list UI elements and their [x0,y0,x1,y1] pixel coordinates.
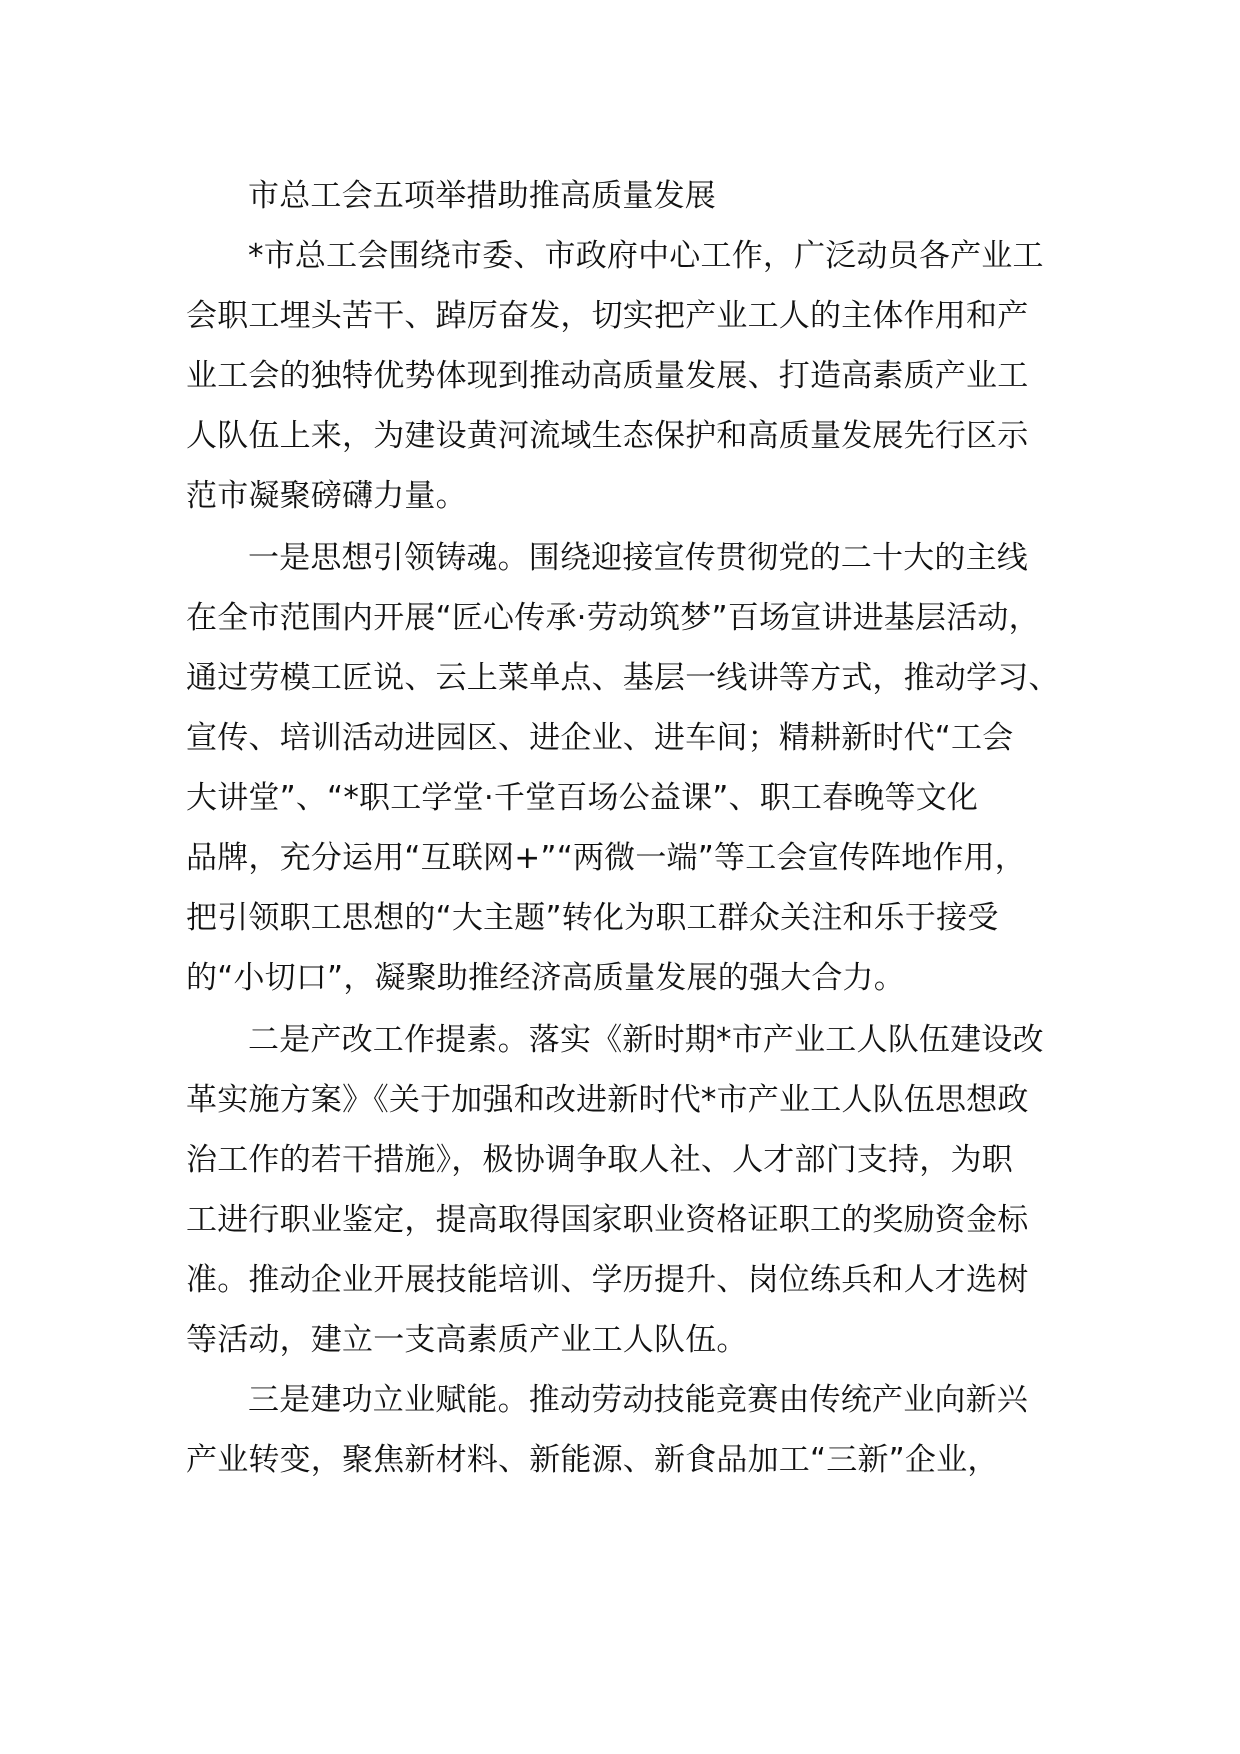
paragraph-line: 准。推动企业开展技能培训、学历提升、岗位练兵和人才选树 [186,1262,1029,1298]
paragraph-line: 通过劳模工匠说、云上菜单点、基层一线讲等方式，推动学习、 [186,660,1060,696]
paragraph-line: 治工作的若干措施》，极协调争取人社、人才部门支持，为职 [186,1142,1013,1178]
paragraph-line: 二是产改工作提素。落实《新时期*市产业工人队伍建设改 [248,1022,1044,1058]
paragraph-line: 一是思想引领铸魂。围绕迎接宣传贯彻党的二十大的主线 [248,540,1028,576]
paragraph-line: 宣传、培训活动进园区、进企业、进车间；精耕新时代“工会 [186,720,1014,756]
paragraph-line: 大讲堂”、“*职工学堂·千堂百场公益课”、职工春晚等文化 [186,780,979,816]
paragraph-line: 业工会的独特优势体现到推动高质量发展、打造高素质产业工 [186,358,1029,394]
paragraph-line: 等活动，建立一支高素质产业工人队伍。 [186,1322,748,1358]
paragraph-line: 范市凝聚磅礴力量。 [186,478,467,514]
paragraph-line: 品牌，充分运用“互联网+”“两微一端”等工会宣传阵地作用， [186,840,1027,876]
paragraph-line: 工进行职业鉴定，提高取得国家职业资格证职工的奖励资金标 [186,1202,1029,1238]
paragraph-line: 把引领职工思想的“大主题”转化为职工群众关注和乐于接受 [186,900,999,936]
paragraph-line: 三是建功立业赋能。推动劳动技能竞赛由传统产业向新兴 [248,1382,1028,1418]
paragraph-line: 人队伍上来，为建设黄河流域生态保护和高质量发展先行区示 [186,418,1029,454]
paragraph-line: 会职工埋头苦干、踔厉奋发，切实把产业工人的主体作用和产 [186,298,1029,334]
paragraph-line: *市总工会围绕市委、市政府中心工作，广泛动员各产业工 [248,238,1044,274]
paragraph-line: 在全市范围内开展“匠心传承·劳动筑梦”百场宣讲进基层活动， [186,600,1040,636]
document-title: 市总工会五项举措助推高质量发展 [248,178,716,214]
paragraph-line: 的“小切口”，凝聚助推经济高质量发展的强大合力。 [186,960,905,996]
paragraph-line: 产业转变，聚焦新材料、新能源、新食品加工“三新”企业， [186,1442,999,1478]
paragraph-line: 革实施方案》《关于加强和改进新时代*市产业工人队伍思想政 [186,1082,1029,1118]
